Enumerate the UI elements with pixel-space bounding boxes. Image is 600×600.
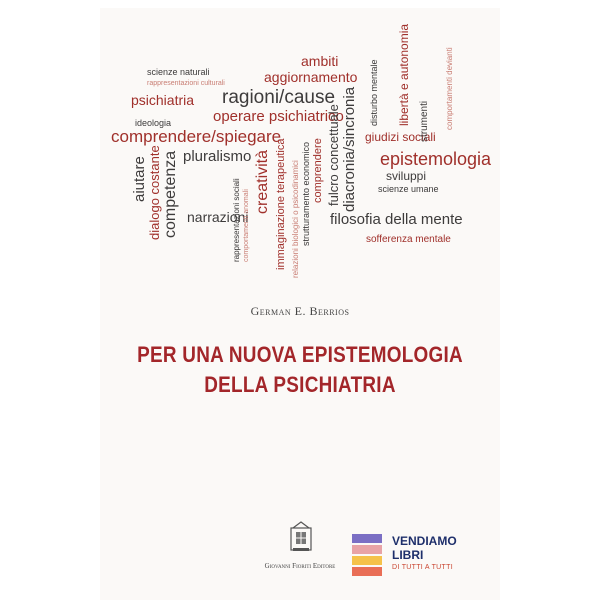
word-dialogo-costante: dialogo costante <box>147 145 162 240</box>
word-liberta-e-autonomia: libertà e autonomia <box>397 23 411 126</box>
word-psichiatria: psichiatria <box>131 92 195 108</box>
word-strumenti: strumenti <box>419 100 430 142</box>
word-comprendere-spiegare: comprendere/spiegare <box>111 127 282 146</box>
publisher-name: Giovanni Fioriti Editore <box>264 562 336 570</box>
word-relazioni-biologici: relazioni biologici o psicodinamici <box>291 160 300 278</box>
badge-stripe-orange <box>352 567 382 576</box>
word-sofferenza-mentale: sofferenza mentale <box>366 234 451 245</box>
word-aiutare: aiutare <box>131 156 148 202</box>
word-disturbo-mentale: disturbo mentale <box>369 59 379 126</box>
badge-stripe-purple <box>352 534 382 543</box>
word-rappresentazioni-culturali: rappresentazioni culturali <box>147 80 225 87</box>
book-title-line2: DELLA PSICHIATRIA <box>204 372 396 397</box>
vendiamo-libri-badge <box>352 530 492 582</box>
word-operare-psichiatrico: operare psichiatrico <box>213 108 344 125</box>
word-immaginazione-terapeutica: immaginazione terapeutica <box>275 138 287 270</box>
word-aggiornamento: aggiornamento <box>264 69 358 85</box>
author-name: German E. Berrios <box>250 304 350 318</box>
word-filosofia-della-mente: filosofia della mente <box>330 211 463 228</box>
word-diacronia-sincronia: diacronia/sincronia <box>341 86 358 212</box>
word-comportamenti-devianti: comportamenti devianti <box>445 47 454 130</box>
word-comportamenti-anomali: comportamenti anomali <box>243 189 250 262</box>
badge-stripe-pink <box>352 545 382 554</box>
word-ambiti: ambiti <box>301 53 339 69</box>
word-ragioni-cause: ragioni/cause <box>222 87 336 108</box>
badge-title-line1: VENDIAMO <box>392 534 457 548</box>
word-scienze-umane: scienze umane <box>378 184 439 194</box>
word-giudizi-sociali: giudizi sociali <box>365 130 436 144</box>
word-narrazioni: narrazioni <box>187 209 249 225</box>
word-strutturamento-economico: strutturamento economico <box>301 141 311 246</box>
word-fulcro-concettuale: fulcro concettuale <box>326 104 341 206</box>
word-competenza: competenza <box>162 150 179 238</box>
word-ideologia: ideologia <box>135 118 172 128</box>
word-rappresentazioni-sociali: rappresentazioni sociali <box>232 178 241 262</box>
publisher-crest-icon <box>288 520 314 554</box>
badge-stripe-yellow <box>352 556 382 565</box>
word-epistemologia: epistemologia <box>380 149 492 169</box>
word-sviluppi: sviluppi <box>386 169 427 183</box>
word-comprendere: comprendere <box>312 138 324 203</box>
word-scienze-naturali: scienze naturali <box>147 67 210 77</box>
badge-title-line2: LIBRI <box>392 548 424 562</box>
book-title-line1: PER UNA NUOVA EPISTEMOLOGIA <box>137 342 463 367</box>
word-pluralismo: pluralismo <box>183 148 252 165</box>
badge-subtitle: DI TUTTI A TUTTI <box>392 564 453 571</box>
word-creativita: creatività <box>254 149 271 214</box>
